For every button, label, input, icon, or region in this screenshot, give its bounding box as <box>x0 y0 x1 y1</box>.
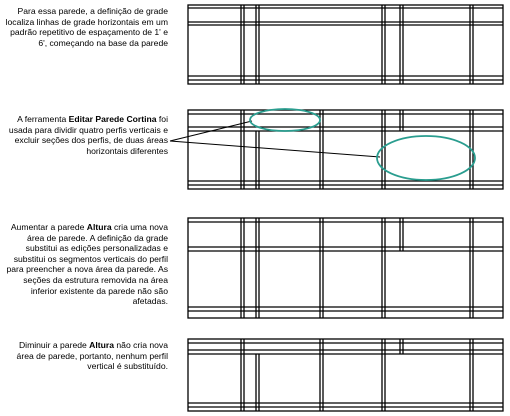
wall-frame <box>188 110 503 189</box>
vertical-mullions <box>241 5 473 84</box>
caption-parameter-name: Altura <box>86 222 112 232</box>
vertical-mullions <box>241 218 473 318</box>
caption-text-pre: Diminuir a parede <box>18 340 90 350</box>
caption-parameter-name: Altura <box>89 340 115 350</box>
caption-text-post: foi usada para dividir quatro perfis verticais e excluir seções dos perfis, de duas áreas horizontais diferentes <box>8 114 168 156</box>
wall-frame <box>188 5 503 84</box>
upper-area-highlight <box>250 109 320 131</box>
wall-frame <box>188 218 503 318</box>
horizontal-grid-lines <box>188 8 503 80</box>
caption-tool-name: Editar Parede Cortina <box>68 114 157 124</box>
caption-text-post: cria uma nova área de parede. A definição da grade substitui as edições personalizadas e substitui os segmentos verticais do perfil para preencher a nova área da parede. As seções da estrutura removida na área inferior existente da parede não são afetadas. <box>6 222 168 307</box>
caption-text-pre: A ferramenta <box>17 114 69 124</box>
horizontal-grid-lines <box>188 222 503 311</box>
caption-text: Para essa parede, a definição de grade localiza linhas de grade horizontais em um padrão repetitivo de espaçamento de 1' e 6', começando na base da parede <box>5 6 168 48</box>
caption-text-pre: Aumentar a parede <box>10 222 87 232</box>
curtain-wall-3 <box>188 218 503 318</box>
caption-text-post: não cria nova área de parede, portanto, nenhum perfil vertical é substituído. <box>16 340 168 372</box>
highlight-ellipses <box>250 109 475 180</box>
curtain-wall-4 <box>188 339 503 411</box>
curtain-wall-1 <box>188 5 503 84</box>
curtain-wall-2 <box>170 109 503 189</box>
lower-area-highlight <box>377 136 475 180</box>
horizontal-grid-lines <box>188 343 503 407</box>
